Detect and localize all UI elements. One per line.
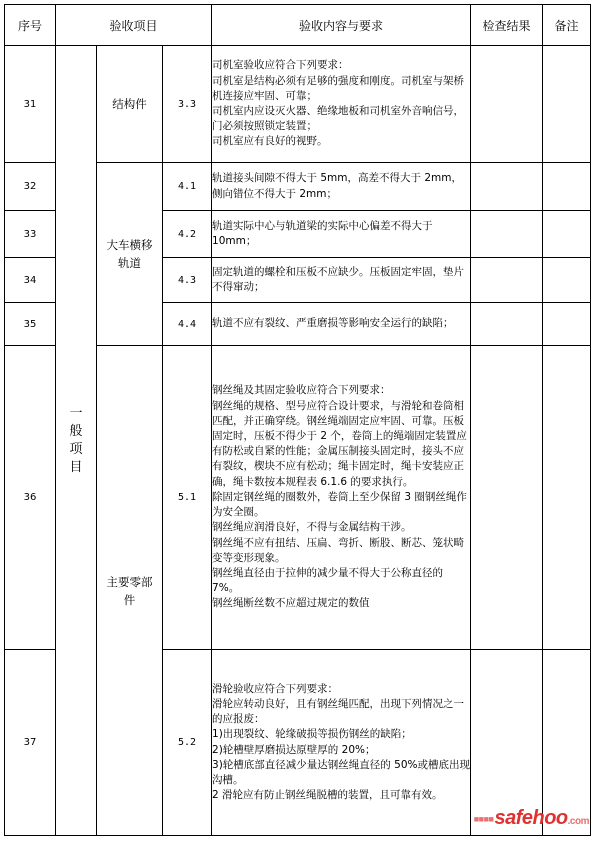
- clause-number: 4.3: [163, 258, 212, 303]
- row-seq: 33: [5, 211, 56, 258]
- table-row: [5, 46, 591, 163]
- requirement-text: 固定轨道的螺栓和压板不应缺少。压板固定牢固，垫片不得窜动；: [212, 258, 471, 303]
- requirement-text: 司机室验收应符合下列要求： 司机室是结构必须有足够的强度和刚度。司机室与架桥机连接应牢固、可靠； 司机室内应设灭火器、绝缘地板和司机室外音响信号，门必须按照锁定装置； 司机室应有良好的视野。: [212, 46, 471, 163]
- component-label: 大车横移轨道: [97, 163, 163, 346]
- clause-number: 5.2: [163, 650, 212, 836]
- category-cell: [56, 46, 97, 836]
- remark-cell[interactable]: [543, 258, 591, 303]
- result-cell[interactable]: [471, 303, 543, 346]
- header-result: 检查结果: [471, 5, 543, 46]
- result-cell[interactable]: [471, 163, 543, 211]
- remark-cell[interactable]: [543, 303, 591, 346]
- header-item: 验收项目: [56, 5, 212, 46]
- row-seq: 32: [5, 163, 56, 211]
- result-cell[interactable]: [471, 46, 543, 163]
- clause-number: 4.1: [163, 163, 212, 211]
- row-seq: 37: [5, 650, 56, 836]
- remark-cell[interactable]: [543, 211, 591, 258]
- remark-cell[interactable]: [543, 346, 591, 650]
- row-seq: 34: [5, 258, 56, 303]
- result-cell[interactable]: [471, 211, 543, 258]
- component-label: 主要零部件: [97, 346, 163, 836]
- remark-cell[interactable]: [543, 163, 591, 211]
- header-remark: 备注: [543, 5, 591, 46]
- clause-number: 4.4: [163, 303, 212, 346]
- row-seq: 35: [5, 303, 56, 346]
- requirement-text: 轨道接头间隙不得大于 5mm，高差不得大于 2mm，侧向错位不得大于 2mm；: [212, 163, 471, 211]
- row-seq: 36: [5, 346, 56, 650]
- requirement-text: 轨道实际中心与轨道梁的实际中心偏差不得大于 10mm；: [212, 211, 471, 258]
- result-cell[interactable]: [471, 258, 543, 303]
- requirement-text: 轨道不应有裂纹、严重磨损等影响安全运行的缺陷；: [212, 303, 471, 346]
- requirement-text: 滑轮验收应符合下列要求： 滑轮应转动良好，且有钢丝绳匹配，出现下列情况之一的应报废： 1)出现裂纹、轮缘破损等损伤钢丝的缺陷； 2)轮槽壁厚磨损达原壁厚的 20%； 3)轮槽底部直径减少量达钢丝绳直径的 50%或槽底出现沟槽。 2 滑轮应有防止钢丝绳脱槽的装置，且可靠有效。: [212, 650, 471, 836]
- result-cell[interactable]: [471, 346, 543, 650]
- acceptance-table: [4, 4, 591, 836]
- header-seq: 序号: [5, 5, 56, 46]
- clause-number: 3.3: [163, 46, 212, 163]
- remark-cell[interactable]: [543, 46, 591, 163]
- row-seq: 31: [5, 46, 56, 163]
- header-row: [5, 5, 591, 46]
- watermark-logo: ■■■■safehoo.com: [473, 807, 589, 829]
- component-label: 结构件: [97, 46, 163, 163]
- clause-number: 4.2: [163, 211, 212, 258]
- requirement-text: 钢丝绳及其固定验收应符合下列要求： 钢丝绳的规格、型号应符合设计要求，与滑轮和卷筒相匹配，并正确穿绕。钢丝绳端固定应牢固、可靠。压板固定时，压板不得少于 2 个，卷筒上的绳端固定装置应有防松或自紧的性能；金属压制接头固定时，接头不应有裂纹，楔块不应有松动；绳卡固定时，绳卡安装应正确，绳卡数按本规程表 6.1.6 的要求执行。 除固定钢丝绳的圈数外，卷筒上至少保留 3 圈钢丝绳作为安全圈。 钢丝绳应润滑良好，不得与金属结构干涉。 钢丝绳不应有扭结、压扁、弯折、断股、断芯、笼状畸变等变形现象。 钢丝绳直径由于拉伸的减少量不得大于公称直径的 7%。 钢丝绳断丝数不应超过规定的数值: [212, 346, 471, 650]
- header-content: 验收内容与要求: [212, 5, 471, 46]
- category-label: 一般项目: [69, 405, 83, 475]
- clause-number: 5.1: [163, 346, 212, 650]
